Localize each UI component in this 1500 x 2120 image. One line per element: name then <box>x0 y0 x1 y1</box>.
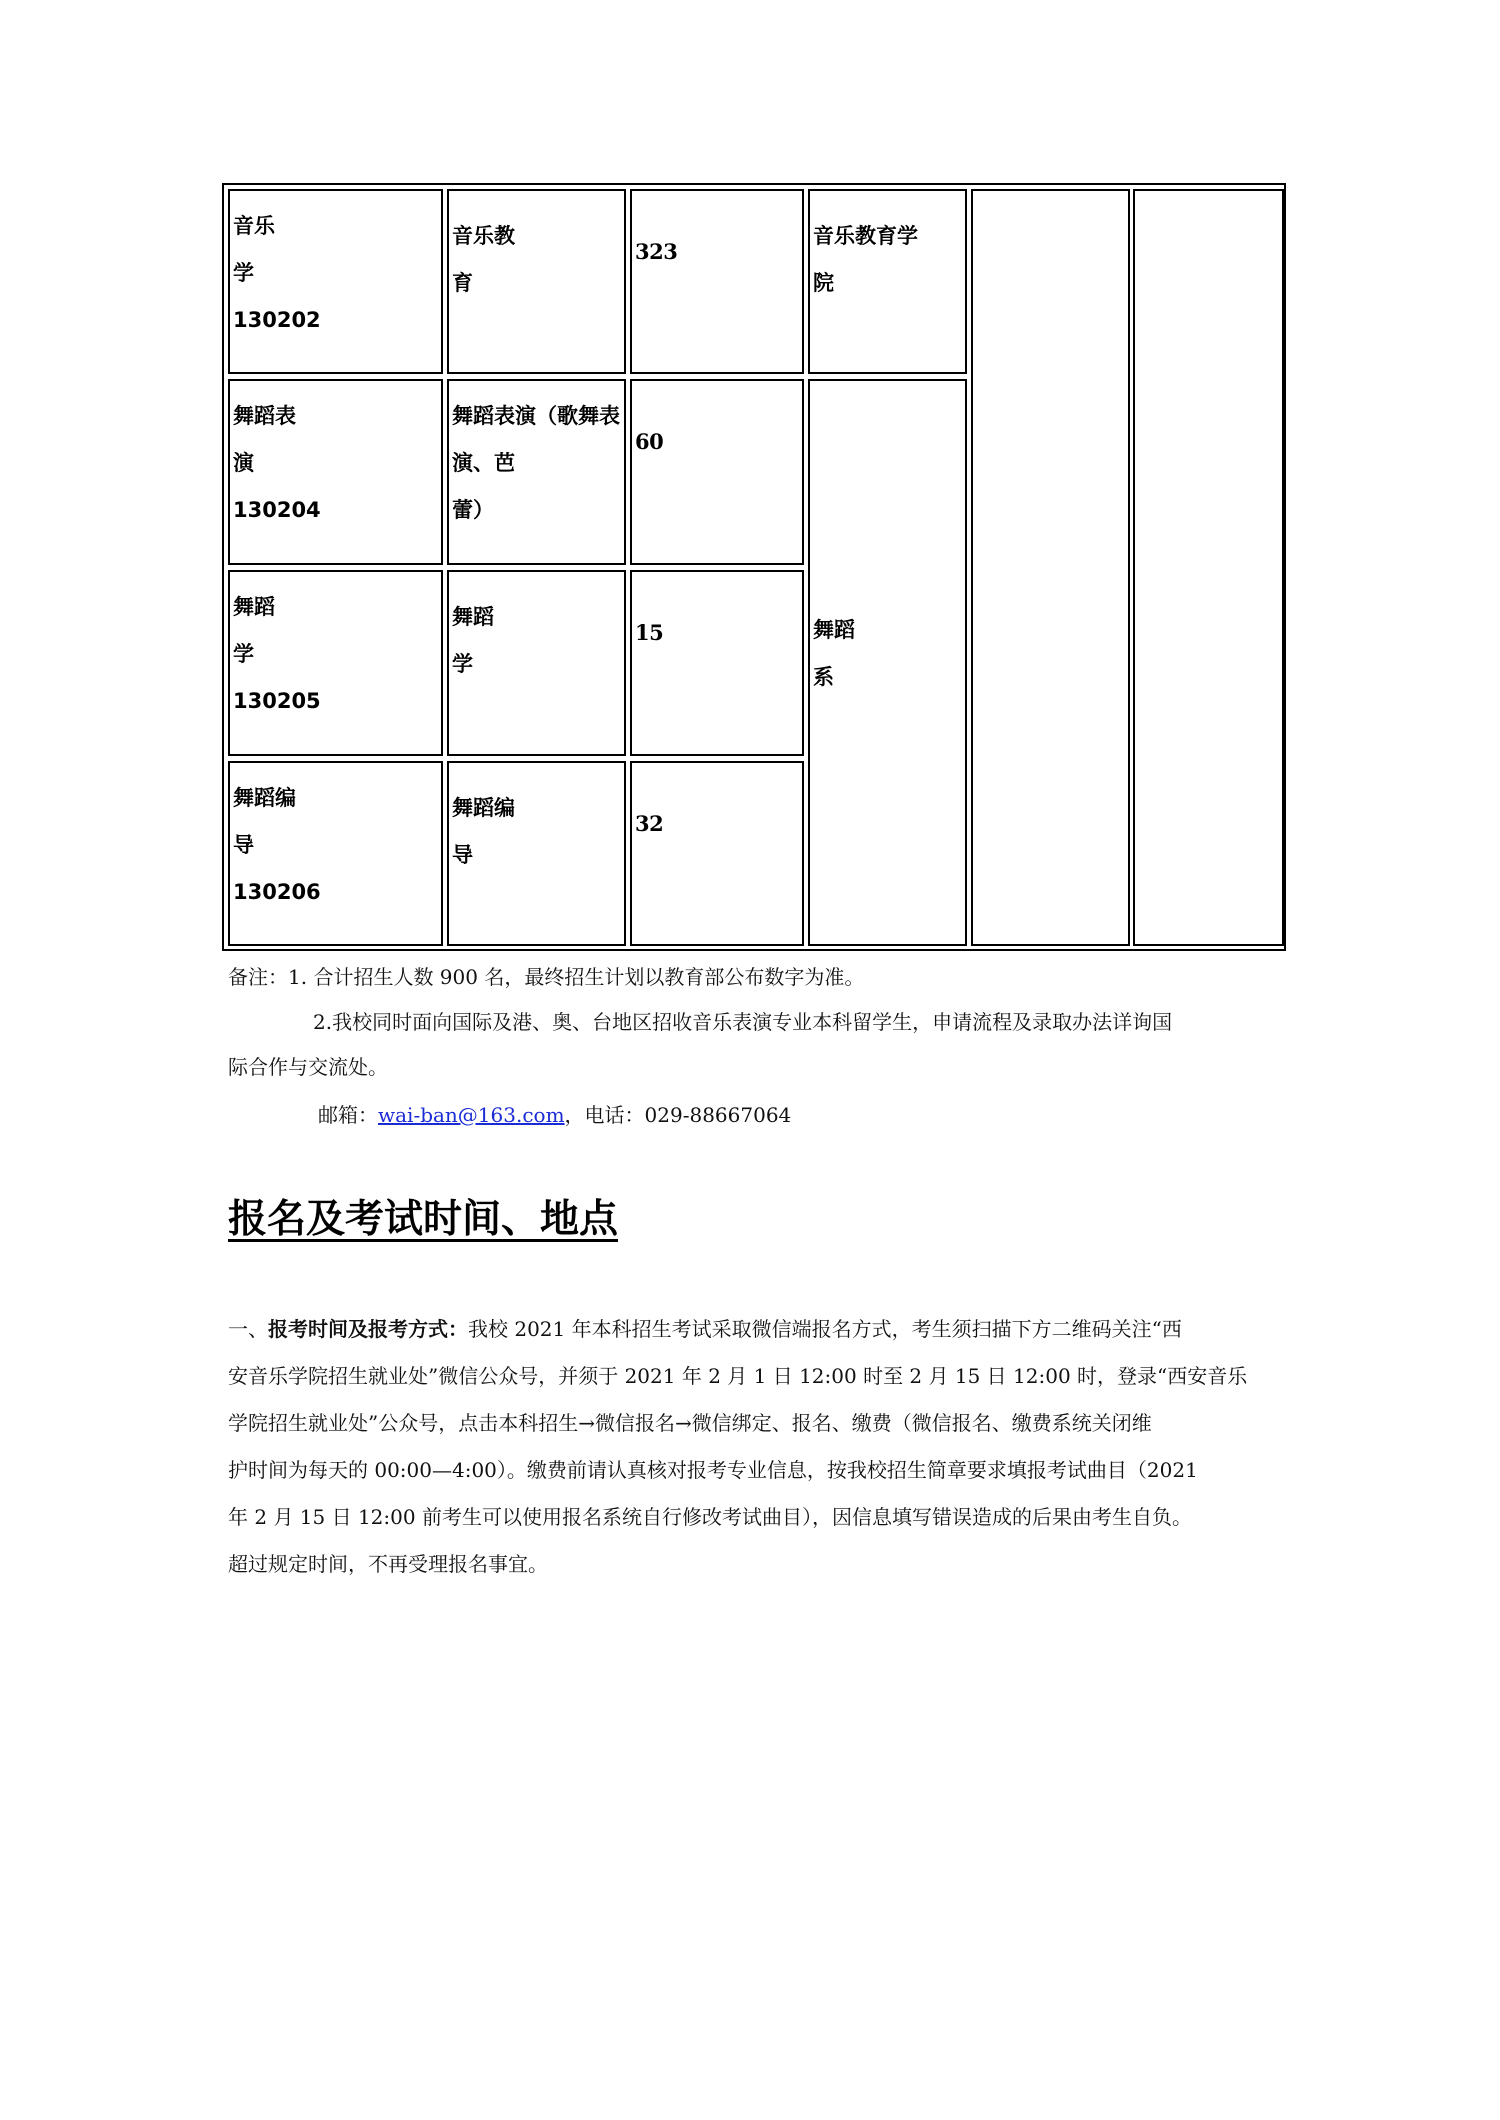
count-cell <box>630 189 804 374</box>
major-text: 舞蹈编 <box>233 786 296 810</box>
count-value: 60 <box>635 429 664 454</box>
count-cell <box>630 761 804 946</box>
section-heading: 报名及考试时间、地点 <box>228 1197 619 1242</box>
note-line-1: 备注：1. 合计招生人数 900 名，最终招生计划以教育部公布数字为准。 <box>228 965 865 989</box>
department-text: 院 <box>813 271 834 295</box>
major-code: 130202 <box>233 308 321 332</box>
count-cell <box>630 570 804 756</box>
major-code: 130205 <box>233 689 321 713</box>
department-cell <box>808 379 967 946</box>
department-text: 系 <box>813 665 834 689</box>
count-cell <box>630 379 804 565</box>
major-cell <box>228 570 443 756</box>
direction-text: 学 <box>452 652 473 676</box>
department-cell <box>808 189 967 374</box>
major-text: 导 <box>233 833 254 857</box>
major-code: 130206 <box>233 880 321 904</box>
direction-text: 舞蹈编 <box>452 796 515 820</box>
contact-line <box>318 1101 791 1129</box>
paragraph-line: 年 2 月 15 日 12:00 前考生可以使用报名系统自行修改考试曲目），因信息填写错误造成的后果由考生自负。 <box>228 1505 1192 1529</box>
major-cell <box>228 189 443 374</box>
major-text: 音乐 <box>233 214 275 238</box>
paragraph-line: 学院招生就业处”公众号，点击本科招生→微信报名→微信绑定、报名、缴费（微信报名、缴费系统关闭维 <box>228 1411 1152 1435</box>
phone-text: ，电话：029-88667064 <box>564 1103 792 1127</box>
direction-text: 舞蹈 <box>452 605 494 629</box>
email-link[interactable]: wai-ban@163.com <box>378 1103 565 1127</box>
count-value: 15 <box>635 620 664 645</box>
count-value: 32 <box>635 811 664 836</box>
direction-text: 蕾） <box>452 498 494 522</box>
major-text: 学 <box>233 642 254 666</box>
direction-cell <box>447 570 626 756</box>
department-text: 音乐教育学 <box>813 224 918 248</box>
lead-prefix: 一、 <box>228 1317 268 1341</box>
paragraph-line: 安音乐学院招生就业处”微信公众号，并须于 2021 年 2 月 1 日 12:00 时至 2 月 15 日 12:00 时，登录“西安音乐 <box>228 1364 1248 1388</box>
major-text: 演 <box>233 451 254 475</box>
direction-text: 育 <box>452 271 473 295</box>
major-cell <box>228 761 443 946</box>
direction-cell <box>447 761 626 946</box>
direction-cell <box>447 189 626 374</box>
direction-text: 音乐教 <box>452 224 515 248</box>
direction-cell <box>447 379 626 565</box>
department-text: 舞蹈 <box>813 618 855 642</box>
note-line-2: 2.我校同时面向国际及港、奥、台地区招收音乐表演专业本科留学生，申请流程及录取办法详询国 <box>313 1010 1173 1034</box>
major-text: 舞蹈表 <box>233 404 296 428</box>
empty-column-cell <box>971 189 1130 946</box>
lead-bold: 报考时间及报考方式： <box>268 1317 468 1341</box>
direction-text: 导 <box>452 843 473 867</box>
count-value: 323 <box>635 239 678 264</box>
direction-text: 演、芭 <box>452 451 515 475</box>
major-text: 舞蹈 <box>233 595 275 619</box>
major-code: 130204 <box>233 498 321 522</box>
major-text: 学 <box>233 261 254 285</box>
empty-column-cell <box>1133 189 1284 946</box>
paragraph-line <box>228 1315 1182 1343</box>
paragraph-line: 护时间为每天的 00:00—4:00）。缴费前请认真核对报考专业信息，按我校招生简章要求填报考试曲目（2021 <box>228 1458 1198 1482</box>
enrollment-table <box>222 183 1286 951</box>
direction-text: 舞蹈表演（歌舞表 <box>452 404 620 428</box>
major-cell <box>228 379 443 565</box>
email-label: 邮箱： <box>318 1103 378 1127</box>
note-line-3: 际合作与交流处。 <box>228 1055 388 1079</box>
paragraph-line: 超过规定时间，不再受理报名事宜。 <box>228 1552 548 1576</box>
paragraph-text: 我校 2021 年本科招生考试采取微信端报名方式，考生须扫描下方二维码关注“西 <box>468 1317 1182 1341</box>
